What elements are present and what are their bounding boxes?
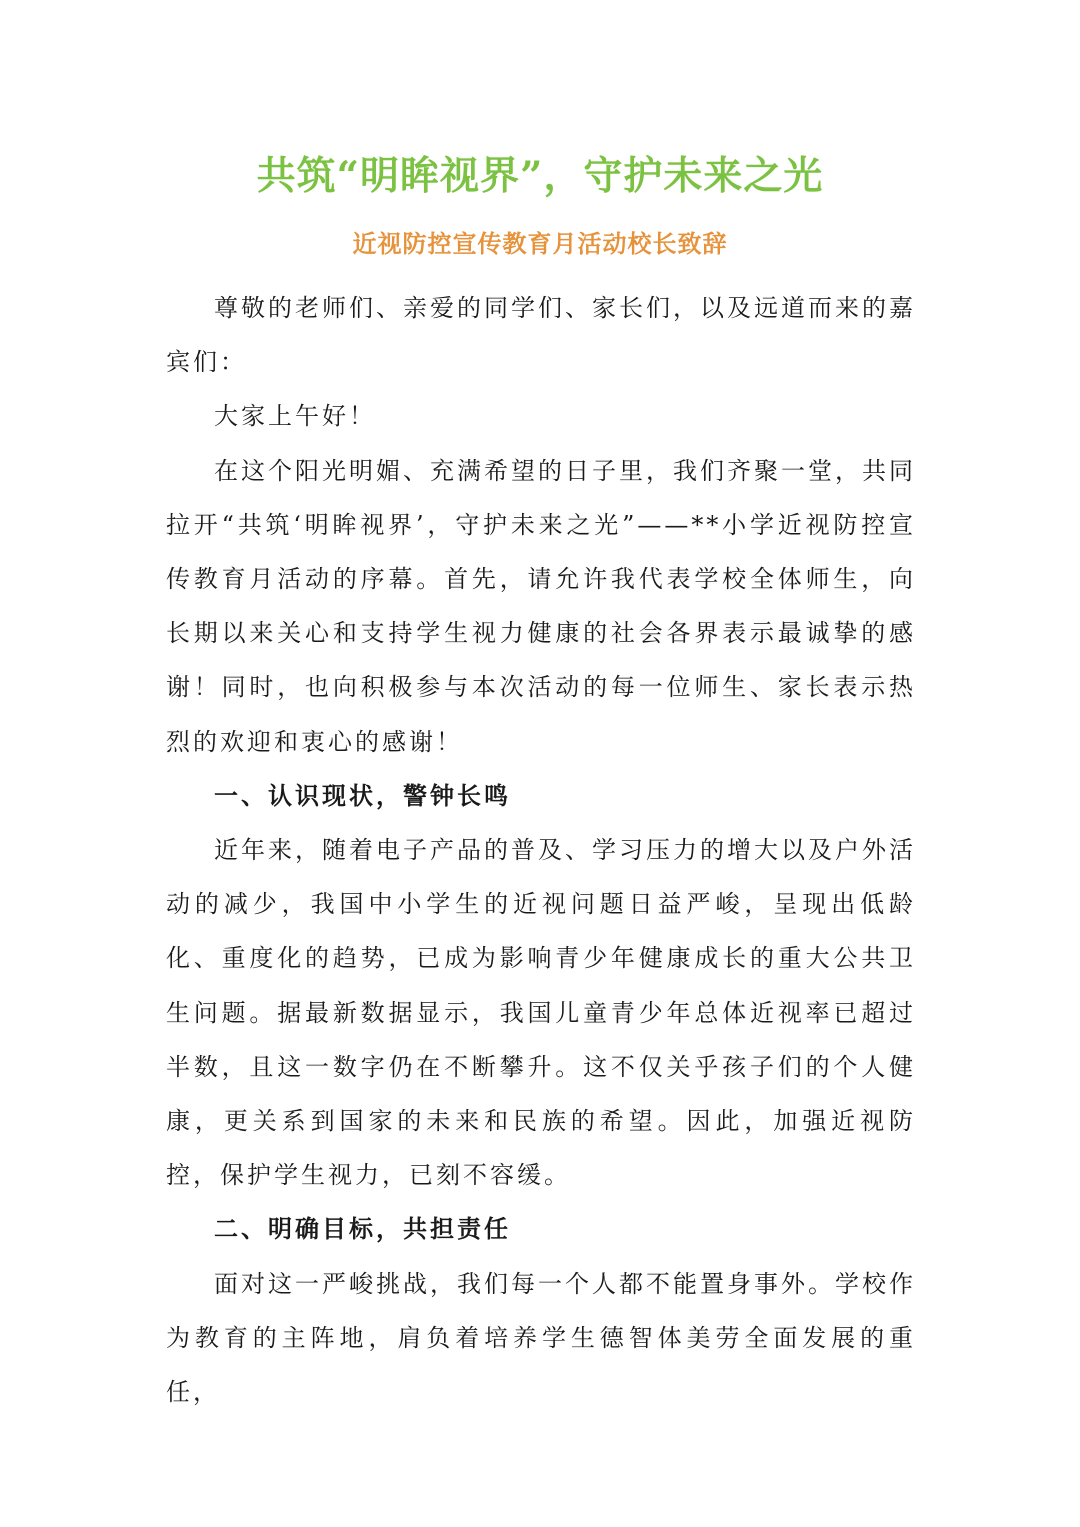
document-title: 共筑“明眸视界”，守护未来之光	[256, 153, 824, 199]
section2-heading: 二、明确目标，共担责任	[214, 1215, 511, 1244]
opening-paragraph: 在这个阳光明媚、充满希望的日子里，我们齐聚一堂，共同拉开“共筑‘明眸视界’，守护未来之光”——**小学近视防控宣传教育月活动的序幕。首先，请允许我代表学校全体师生，向长期以来关心和支持学生视力健康的社会各界表示最诚挚的感谢！同时，也向积极参与本次活动的每一位师生、家长表示热烈的欢迎和衷心的感谢！	[166, 456, 916, 756]
morning-paragraph: 大家上午好！	[214, 402, 376, 431]
section1-paragraph: 近年来，随着电子产品的普及、学习压力的增大以及户外活动的减少，我国中小学生的近视问题日益严峻，呈现出低龄化、重度化的趋势，已成为影响青少年健康成长的重大公共卫生问题。据最新数据显示，我国儿童青少年总体近视率已超过半数，且这一数字仍在不断攀升。这不仅关乎孩子们的个人健康，更关系到国家的未来和民族的希望。因此，加强近视防控，保护学生视力，已刻不容缓。	[166, 836, 916, 1190]
document-subtitle: 近视防控宣传教育月活动校长致辞	[352, 229, 728, 258]
section1-heading: 一、认识现状，警钟长鸣	[214, 781, 511, 810]
document-body	[166, 281, 916, 1419]
greeting-paragraph: 尊敬的老师们、亲爱的同学们、家长们，以及远道而来的嘉宾们：	[166, 294, 916, 377]
section2-paragraph: 面对这一严峻挑战，我们每一个人都不能置身事外。学校作为教育的主阵地，肩负着培养学生德智体美劳全面发展的重任，	[166, 1269, 916, 1407]
